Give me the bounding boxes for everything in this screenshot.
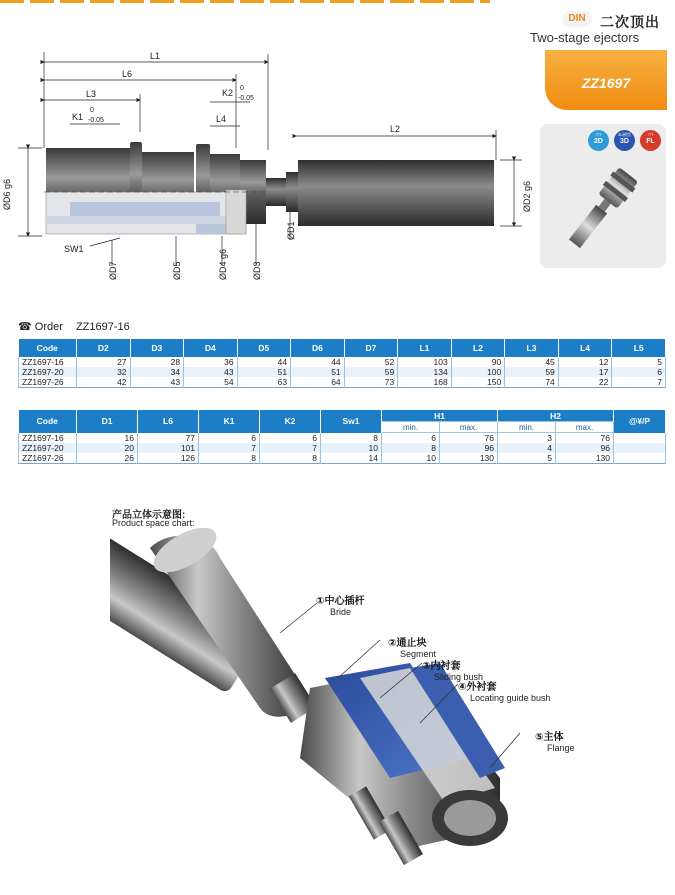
svg-text:L3: L3	[86, 89, 97, 99]
part-label-sliding-bush: ③内衬套 Sliding bush	[422, 661, 484, 682]
svg-text:L2: L2	[390, 124, 401, 134]
table-row: ZZ1697-20 32 34 43 51 51 59 134 100 59 17 6	[19, 367, 666, 377]
col-header: Code	[19, 339, 77, 357]
col-header: D3	[130, 339, 184, 357]
ejector-thumbnail-image	[540, 154, 666, 264]
header-stripe	[0, 0, 490, 3]
col-header: K2	[260, 410, 321, 433]
part-label-bride: ①中心插杆 Bride	[316, 596, 365, 617]
spec-table-2	[18, 410, 666, 464]
product-code-tab: ZZ1697	[545, 50, 667, 110]
col-header: L5	[612, 339, 666, 357]
view-fl-badge[interactable]: ｿﾌﾄ FL	[640, 130, 661, 151]
svg-text:ØD5: ØD5	[172, 261, 182, 280]
col-subheader: min.	[382, 422, 440, 433]
svg-text:ØD2 g6: ØD2 g6	[522, 180, 532, 212]
col-header: L3	[505, 339, 559, 357]
part-label-flange: ⑤主体 Flange	[535, 732, 575, 753]
order-label: Order	[34, 321, 63, 333]
svg-text:ØD6 g6: ØD6 g6	[2, 178, 12, 210]
col-header: L1	[398, 339, 452, 357]
col-header: D7	[344, 339, 398, 357]
col-subheader: max.	[440, 422, 498, 433]
svg-text:SW1: SW1	[64, 244, 84, 254]
col-header: H1	[382, 410, 498, 422]
svg-text:-0.05: -0.05	[238, 95, 254, 102]
svg-text:0: 0	[90, 107, 94, 114]
table-row: ZZ1697-20 20 101 7 7 10 8 96 4 96	[19, 443, 666, 453]
space-chart-title-en: Product space chart:	[112, 518, 195, 528]
title-en: Two-stage ejectors	[530, 30, 640, 45]
din-badge: DIN	[562, 11, 592, 27]
view-2d-badge[interactable]: ｿﾌﾄ 2D	[588, 130, 609, 151]
order-example: ZZ1697-16	[75, 321, 130, 333]
product-thumbnail	[540, 124, 666, 268]
svg-text:0: 0	[240, 85, 244, 92]
svg-text:K2: K2	[222, 88, 234, 98]
svg-text:ØD4 g6: ØD4 g6	[218, 248, 228, 280]
svg-text:ØD3: ØD3	[252, 261, 262, 280]
svg-text:L6: L6	[122, 69, 133, 79]
svg-text:K1: K1	[72, 112, 84, 122]
svg-text:L4: L4	[216, 114, 227, 124]
svg-text:L1: L1	[150, 51, 161, 61]
svg-text:ØD7: ØD7	[108, 261, 118, 280]
space-chart-title-zh: 产品立体示意图:	[112, 510, 186, 521]
order-line	[18, 320, 130, 333]
col-header: L6	[138, 410, 199, 433]
table-row: ZZ1697-16 16 77 6 6 8 6 76 3 76	[19, 433, 666, 444]
col-header: Sw1	[321, 410, 382, 433]
col-header: Code	[19, 410, 77, 433]
table-row: ZZ1697-26 42 43 54 63 64 73 168 150 74 22 7	[19, 377, 666, 388]
exploded-3d-illustration	[110, 528, 570, 888]
phone-icon: ☎	[18, 321, 32, 333]
spec-table-1	[18, 339, 666, 388]
col-subheader: min.	[498, 422, 556, 433]
view-3d-badge[interactable]: 3D模型 3D	[614, 130, 635, 151]
svg-text:-0.05: -0.05	[88, 117, 104, 124]
col-header: D6	[291, 339, 345, 357]
col-header: D1	[77, 410, 138, 433]
col-header: D5	[237, 339, 291, 357]
col-header: L4	[558, 339, 612, 357]
col-header: D2	[77, 339, 131, 357]
col-header: D4	[184, 339, 238, 357]
col-header: @¥/P	[614, 410, 666, 433]
table-row: ZZ1697-16 27 28 36 44 44 52 103 90 45 12 5	[19, 357, 666, 367]
col-header: H2	[498, 410, 614, 422]
svg-text:ØD1: ØD1	[286, 221, 296, 240]
technical-drawing	[0, 40, 540, 280]
title-zh: 二次顶出	[600, 14, 660, 30]
col-header: L2	[451, 339, 505, 357]
part-label-segment: ②通止块 Segment	[388, 638, 437, 659]
part-label-locating-guide-bush: ④外衬套 Locating guide bush	[458, 682, 551, 703]
col-header: K1	[199, 410, 260, 433]
col-subheader: max.	[556, 422, 614, 433]
table-row: ZZ1697-26 26 126 8 8 14 10 130 5 130	[19, 453, 666, 464]
